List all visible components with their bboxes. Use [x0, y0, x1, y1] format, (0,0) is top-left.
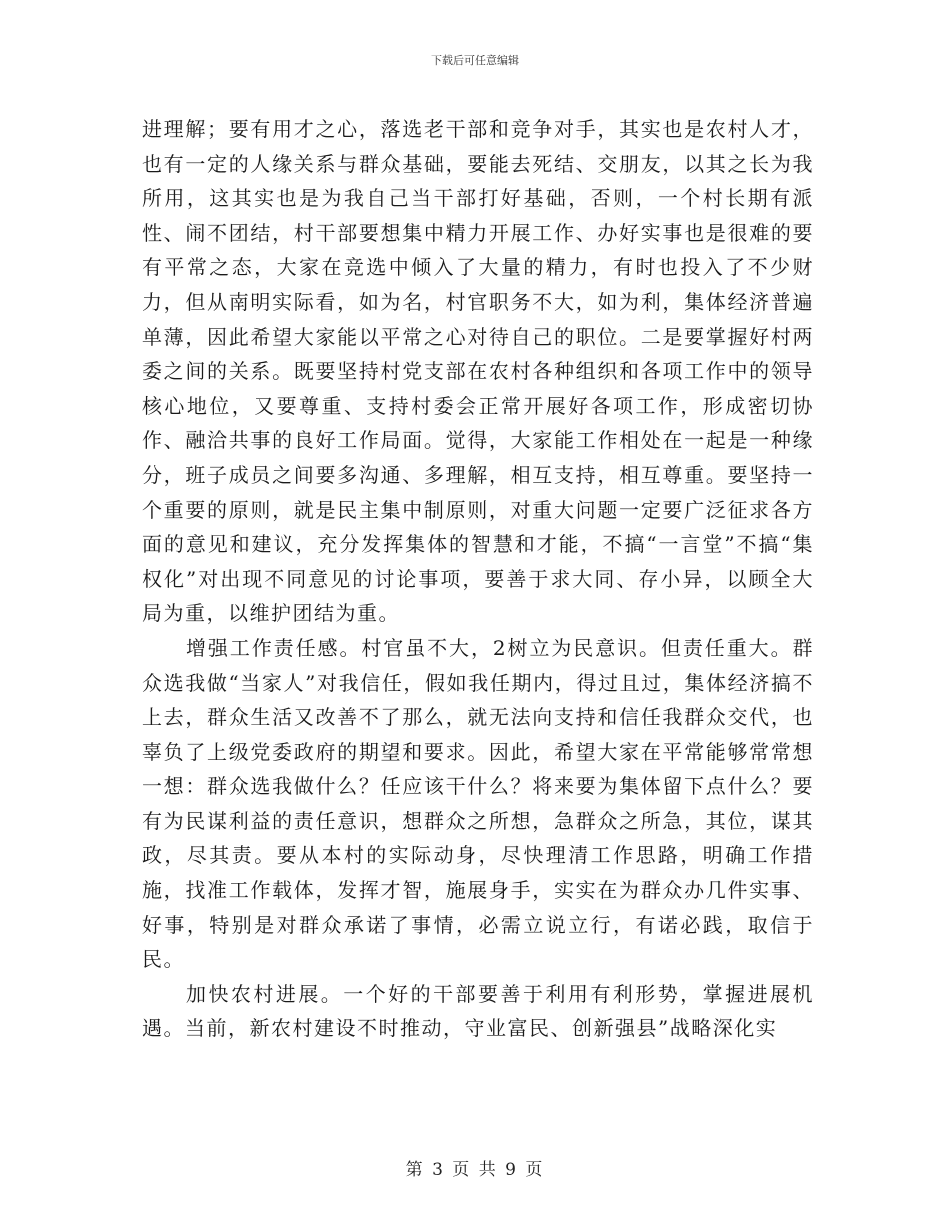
body-paragraph-1: 进理解；要有用才之心，落选老干部和竞争对手，其实也是农村人才，也有一定的人缘关系与群众基础，要能去死结、交朋友，以其之长为我所用，这其实也是为我自己当干部打好基础，否则，一个村长期有派性、闹不团结，村干部要想集中精力开展工作、办好实事也是很难的要有平常之态，大家在竞选中倾入了大量的精力，有时也投入了不少财力，但从南明实际看，如为名，村官职务不大，如为利，集体经济普遍单薄，因此希望大家能以平常之心对待自己的职位。二是要掌握好村两委之间的关系。既要坚持村党支部在农村各种组织和各项工作中的领导核心地位，又要尊重、支持村委会正常开展好各项工作，形成密切协作、融洽共事的良好工作局面。觉得，大家能工作相处在一起是一种缘分，班子成员之间要多沟通、多理解，相互支持，相互尊重。要坚持一个重要的原则，就是民主集中制原则，对重大问题一定要广泛征求各方面的意见和建议，充分发挥集体的智慧和才能，不搞“一言堂”不搞“集权化”对出现不同意见的讨论事项，要善于求大同、存小异，以顾全大局为重，以维护团结为重。	[142, 117, 814, 626]
page-number-indicator: 第 3 页 共 9 页	[405, 1160, 545, 1180]
body-paragraph-2: 增强工作责任感。村官虽不大，2树立为民意识。但责任重大。群众选我做“当家人”对我信任，假如我任期内，得过且过，集体经济搞不上去，群众生活又改善不了那么，就无法向支持和信任我群众交代，也辜负了上级党委政府的期望和要求。因此，希望大家在平常能够常常想一想：群众选我做什么？任应该干什么？将来要为集体留下点什么？要有为民谋利益的责任意识，想群众之所想，急群众之所急，其位，谋其政，尽其责。要从本村的实际动身，尽快理清工作思路，明确工作措施，找准工作载体，发挥才智，施展身手，实实在为群众办几件实事、好事，特别是对群众承诺了事情，必需立说立行，有诺必践，取信于民。	[142, 635, 814, 972]
page-header-note: 下载后可任意编辑	[431, 54, 519, 67]
body-paragraph-3: 加快农村进展。一个好的干部要善于利用有利形势，掌握进展机遇。当前，新农村建设不时推动，守业富民、创新强县”战略深化实	[142, 981, 814, 1041]
document-body	[142, 112, 814, 1046]
